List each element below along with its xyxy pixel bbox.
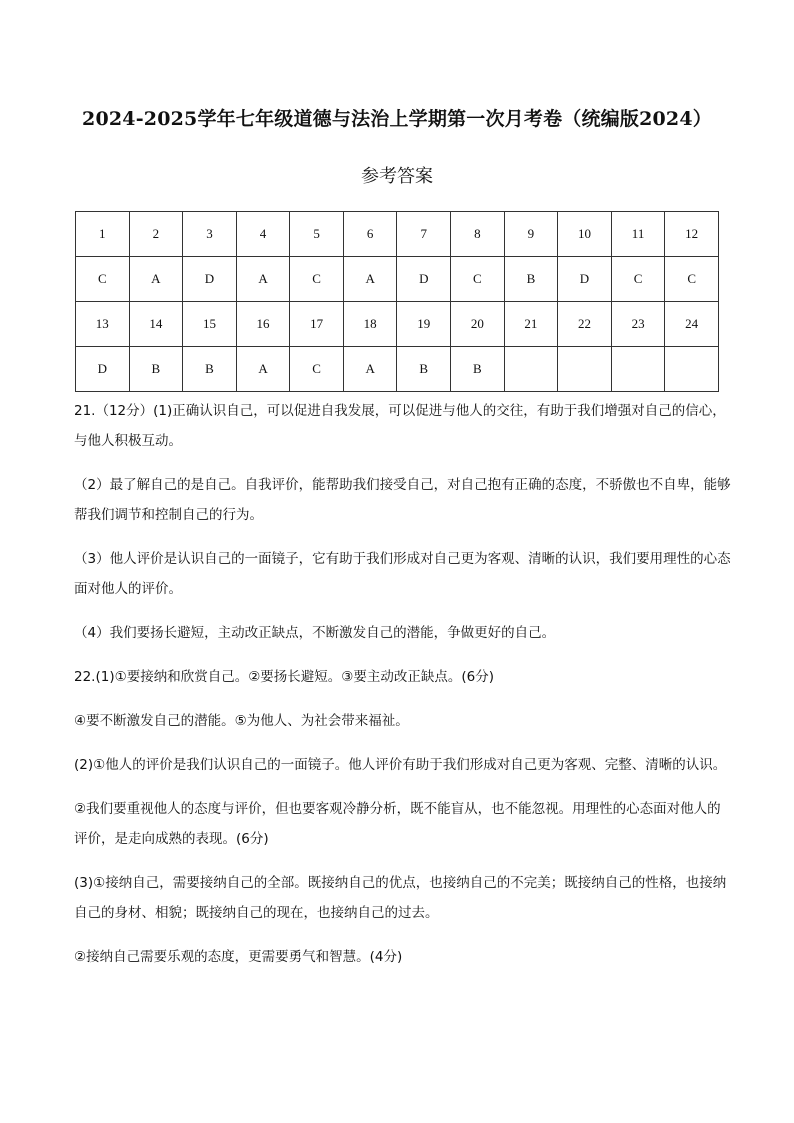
table-cell: A [129, 257, 183, 302]
table-cell: 15 [183, 302, 237, 347]
table-cell: 6 [343, 212, 397, 257]
table-cell: 19 [397, 302, 451, 347]
table-cell: C [665, 257, 719, 302]
table-cell [665, 347, 719, 392]
table-cell: 10 [558, 212, 612, 257]
answer-content [74, 396, 734, 986]
table-cell [611, 347, 665, 392]
table-cell: 5 [290, 212, 344, 257]
table-cell: 3 [183, 212, 237, 257]
table-cell: 18 [343, 302, 397, 347]
table-cell: 20 [451, 302, 505, 347]
answer-paragraph: (2)①他人的评价是我们认识自己的一面镜子。他人评价有助于我们形成对自己更为客观、完整、清晰的认识。 [74, 757, 727, 773]
answer-paragraph: ②我们要重视他人的态度与评价，但也要客观冷静分析，既不能盲从，也不能忽视。用理性的心态面对他人的评价，是走向成熟的表现。(6分) [74, 801, 721, 847]
table-cell: 8 [451, 212, 505, 257]
document-subtitle: 参考答案 [361, 166, 433, 187]
table-cell: A [343, 347, 397, 392]
answer-paragraph: 22.(1)①要接纳和欣赏自己。②要扬长避短。③要主动改正缺点。(6分) [74, 669, 495, 685]
answer-paragraph: ④要不断激发自己的潜能。⑤为他人、为社会带来福祉。 [74, 713, 409, 729]
table-cell: 4 [236, 212, 290, 257]
table-cell: 21 [504, 302, 558, 347]
table-cell: D [76, 347, 130, 392]
table-cell: 14 [129, 302, 183, 347]
answer-table [75, 211, 719, 392]
table-cell: D [397, 257, 451, 302]
answer-paragraph: （2）最了解自己的是自己。自我评价，能帮助我们接受自己，对自己抱有正确的态度，不骄傲也不自卑，能够帮我们调节和控制自己的行为。 [74, 477, 731, 523]
document-title: 2024-2025学年七年级道德与法治上学期第一次月考卷（统编版2024） [82, 108, 712, 130]
table-cell: B [504, 257, 558, 302]
table-cell: A [236, 257, 290, 302]
answer-paragraph: ②接纳自己需要乐观的态度，更需要勇气和智慧。(4分) [74, 949, 403, 965]
table-cell: B [183, 347, 237, 392]
table-cell: 9 [504, 212, 558, 257]
table-cell: 17 [290, 302, 344, 347]
table-cell [504, 347, 558, 392]
answer-paragraph: （3）他人评价是认识自己的一面镜子，它有助于我们形成对自己更为客观、清晰的认识，我们要用理性的心态面对他人的评价。 [74, 551, 731, 597]
table-cell: C [611, 257, 665, 302]
table-cell: C [290, 257, 344, 302]
table-cell: B [397, 347, 451, 392]
table-cell: C [76, 257, 130, 302]
table-cell: B [129, 347, 183, 392]
table-cell: A [236, 347, 290, 392]
table-cell: 13 [76, 302, 130, 347]
table-cell: 12 [665, 212, 719, 257]
table-cell: 2 [129, 212, 183, 257]
answer-paragraph: 21.（12分）(1)正确认识自己，可以促进自我发展，可以促进与他人的交往，有助于我们增强对自己的信心，与他人积极互动。 [74, 403, 726, 449]
table-cell: 16 [236, 302, 290, 347]
table-cell: 23 [611, 302, 665, 347]
table-cell: 22 [558, 302, 612, 347]
table-cell: 7 [397, 212, 451, 257]
table-row [76, 302, 719, 347]
table-cell: C [290, 347, 344, 392]
table-cell: 24 [665, 302, 719, 347]
table-cell: 1 [76, 212, 130, 257]
answer-paragraph: （4）我们要扬长避短，主动改正缺点，不断激发自己的潜能，争做更好的自己。 [74, 625, 556, 641]
table-cell: D [183, 257, 237, 302]
table-cell [558, 347, 612, 392]
table-row [76, 212, 719, 257]
table-cell: A [343, 257, 397, 302]
table-cell: 11 [611, 212, 665, 257]
table-cell: B [451, 347, 505, 392]
table-cell: D [558, 257, 612, 302]
answer-paragraph: (3)①接纳自己，需要接纳自己的全部。既接纳自己的优点，也接纳自己的不完美；既接纳自己的性格，也接纳自己的身材、相貌；既接纳自己的现在，也接纳自己的过去。 [74, 875, 727, 921]
table-row [76, 347, 719, 392]
table-cell: C [451, 257, 505, 302]
table-row [76, 257, 719, 302]
